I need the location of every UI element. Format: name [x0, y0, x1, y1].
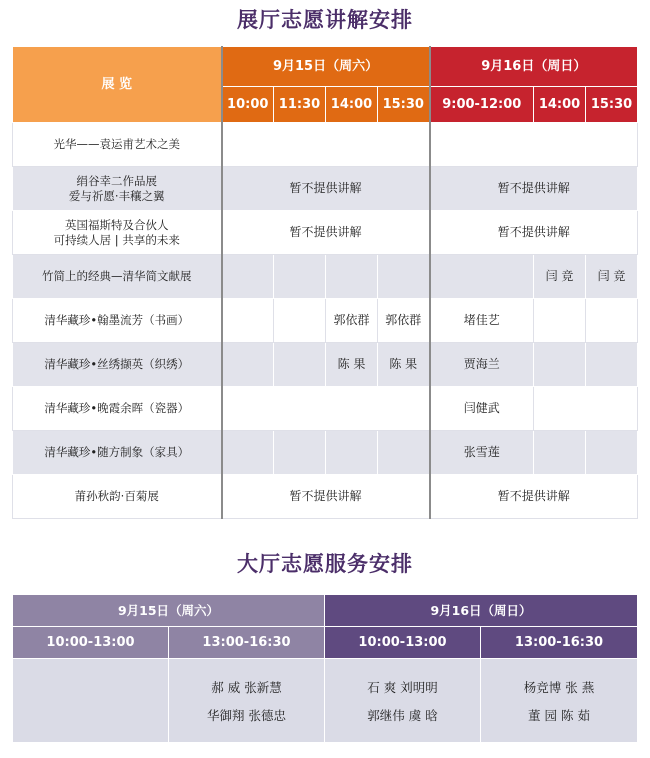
- volunteer-cell: 张雪莲: [430, 431, 534, 475]
- hall-volunteers-d1-am: [13, 659, 169, 743]
- volunteer-pair: 董 园 陈 茹: [528, 707, 590, 723]
- schedule-cell: [534, 299, 586, 343]
- schedule-cell: [378, 255, 430, 299]
- volunteer-pair: 郝 威 张新慧: [211, 679, 282, 695]
- table-row: [13, 431, 638, 475]
- hall-schedule-table: [12, 594, 638, 743]
- exhibit-name: 莆孙秋韵·百菊展: [13, 475, 222, 519]
- table-row: [13, 211, 638, 255]
- time-d2-1530: 15:30: [586, 87, 638, 123]
- schedule-cell: [586, 299, 638, 343]
- schedule-cell: [586, 343, 638, 387]
- schedule-cell: [586, 431, 638, 475]
- exhibit-header: 展 览: [13, 47, 222, 123]
- volunteer-pair: 郭继伟 虞 晗: [367, 707, 438, 723]
- table-row: [13, 387, 638, 431]
- volunteer-cell: 郭依群: [378, 299, 430, 343]
- hall-volunteers-d2-pm: [481, 659, 638, 743]
- schedule-cell: [222, 123, 430, 167]
- schedule-cell: [222, 387, 430, 431]
- exhibit-name: [13, 211, 222, 255]
- time-d1-1400: 14:00: [326, 87, 378, 123]
- exhibit-name: [13, 167, 222, 211]
- no-service-note: 暂不提供讲解: [222, 211, 430, 255]
- hall-time-d2-pm: 13:00-16:30: [481, 627, 638, 659]
- hall-time-d1-am: 10:00-13:00: [13, 627, 169, 659]
- exhibit-name: 光华——袁运甫艺术之美: [13, 123, 222, 167]
- schedule-cell: [326, 255, 378, 299]
- volunteer-cell: 郭依群: [326, 299, 378, 343]
- guide-schedule-title: 展厅志愿讲解安排: [237, 8, 413, 32]
- time-d1-1000: 10:00: [222, 87, 274, 123]
- exhibit-name-line2: 可持续人居 | 共享的未来: [53, 232, 180, 247]
- exhibit-name: 清华藏珍•丝绣撷英（织绣）: [13, 343, 222, 387]
- volunteer-cell: 贾海兰: [430, 343, 534, 387]
- no-service-note: 暂不提供讲解: [430, 167, 638, 211]
- schedule-cell: [274, 299, 326, 343]
- time-d1-1130: 11:30: [274, 87, 326, 123]
- hall-day2-header: 9月16日（周日）: [325, 595, 638, 627]
- schedule-cell: [534, 343, 586, 387]
- table-row: [13, 167, 638, 211]
- schedule-cell: [534, 431, 586, 475]
- no-service-note: 暂不提供讲解: [430, 475, 638, 519]
- no-service-note: 暂不提供讲解: [222, 475, 430, 519]
- table-row: [13, 475, 638, 519]
- no-service-note: 暂不提供讲解: [222, 167, 430, 211]
- schedule-cell: [534, 387, 638, 431]
- volunteer-cell: 闫 竞: [534, 255, 586, 299]
- hall-schedule-title: 大厅志愿服务安排: [237, 552, 413, 576]
- volunteer-cell: 陈 果: [326, 343, 378, 387]
- volunteer-cell: 陈 果: [378, 343, 430, 387]
- volunteer-pair: 华御翔 张德忠: [207, 707, 286, 723]
- time-d1-1530: 15:30: [378, 87, 430, 123]
- hall-volunteers-d1-pm: [169, 659, 325, 743]
- time-d2-1400: 14:00: [534, 87, 586, 123]
- hall-day1-header: 9月15日（周六）: [13, 595, 325, 627]
- volunteer-cell: 闫 竞: [586, 255, 638, 299]
- volunteer-cell: 堵佳艺: [430, 299, 534, 343]
- schedule-cell: [274, 431, 326, 475]
- hall-time-d2-am: 10:00-13:00: [325, 627, 481, 659]
- guide-day1-header: 9月15日（周六）: [222, 47, 430, 87]
- schedule-cell: [430, 255, 534, 299]
- guide-day2-header: 9月16日（周日）: [430, 47, 638, 87]
- exhibit-name: 清华藏珍•翰墨流芳（书画）: [13, 299, 222, 343]
- exhibit-name-line1: 英国福斯特及合伙人: [65, 217, 169, 232]
- schedule-cell: [274, 343, 326, 387]
- schedule-cell: [378, 431, 430, 475]
- table-row: [13, 299, 638, 343]
- time-d2-am: 9:00-12:00: [430, 87, 534, 123]
- schedule-cell: [222, 343, 274, 387]
- volunteer-cell: 闫健武: [430, 387, 534, 431]
- exhibit-name: 竹简上的经典—清华简文献展: [13, 255, 222, 299]
- schedule-cell: [326, 431, 378, 475]
- schedule-cell: [222, 255, 274, 299]
- hall-time-d1-pm: 13:00-16:30: [169, 627, 325, 659]
- exhibit-name: 清华藏珍•随方制象（家具）: [13, 431, 222, 475]
- table-row: [13, 343, 638, 387]
- no-service-note: 暂不提供讲解: [430, 211, 638, 255]
- exhibit-name-line1: 绢谷幸二作品展: [76, 173, 157, 188]
- schedule-cell: [222, 431, 274, 475]
- hall-volunteers-d2-am: [325, 659, 481, 743]
- exhibit-name-line2: 爱与祈愿·丰穰之翼: [68, 188, 165, 203]
- volunteer-pair: 石 爽 刘明明: [367, 679, 438, 695]
- volunteer-pair: 杨竞博 张 燕: [523, 679, 595, 695]
- schedule-cell: [430, 123, 638, 167]
- schedule-cell: [274, 255, 326, 299]
- guide-schedule-table: [12, 46, 638, 519]
- table-row: [13, 255, 638, 299]
- table-row: [13, 123, 638, 167]
- exhibit-name: 清华藏珍•晚霞余晖（瓷器）: [13, 387, 222, 431]
- schedule-cell: [222, 299, 274, 343]
